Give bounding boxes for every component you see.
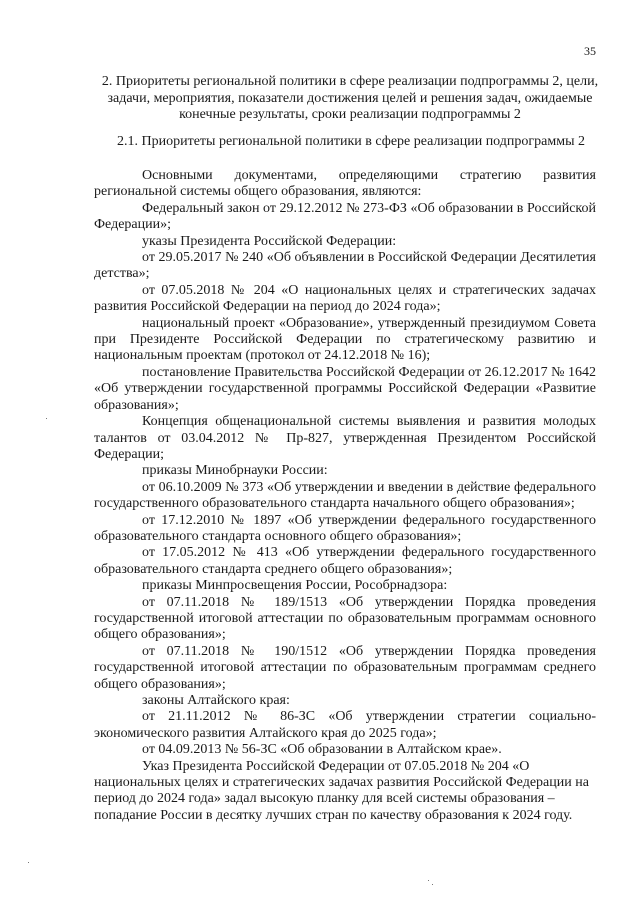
section-heading: 2. Приоритеты региональной политики в сфере реализации подпрограммы 2, цели, задачи, мероприятия, показатели достижения целей и решения задач, ожидаемые конечные результаты, сроки реализации подпрограммы 2	[101, 74, 599, 122]
paragraph: приказы Минобрнауки России:	[142, 463, 328, 479]
page-number: 35	[584, 44, 596, 58]
paragraph: постановление Правительства Российской Федерации от 26.12.2017 № 1642 «Об утверждении государственной программы Российской Федерации «Развитие образования»;	[94, 364, 596, 413]
paragraph: от 04.09.2013 № 56-ЗС «Об образовании в Алтайском крае».	[142, 742, 502, 758]
paragraph: от 17.12.2010 № 1897 «Об утверждении федерального государственного образовательного стандарта основного общего образования»;	[94, 512, 596, 544]
paragraph: от 29.05.2017 № 240 «Об объявлении в Российской Федерации Десятилетия детства»;	[94, 250, 596, 282]
scan-speck	[432, 884, 433, 885]
paragraph: от 06.10.2009 № 373 «Об утверждении и введении в действие федерального государственного образовательного стандарта начального общего образования»;	[94, 479, 596, 512]
paragraph: от 07.11.2018 № 189/1513 «Об утверждении Порядка проведения государственной итоговой аттестации по образовательным программам основного общего образования»;	[94, 594, 596, 643]
paragraph: Концепция общенациональной системы выявления и развития молодых талантов от 03.04.2012 № Пр-827, утвержденная Президентом Российской Федерации;	[94, 414, 596, 462]
document-body	[94, 168, 596, 824]
scan-speck	[428, 880, 429, 881]
scan-speck	[46, 418, 47, 419]
paragraph: приказы Минпросвещения России, Рособрнадзора:	[142, 578, 448, 594]
paragraph: законы Алтайского края:	[142, 693, 290, 708]
paragraph: Основными документами, определяющими стратегию развития региональной системы общего образования, являются:	[94, 168, 596, 200]
paragraph: Указ Президента Российской Федерации от 07.05.2018 № 204 «О национальных целях и стратегических задачах развития Российской Федерации на период до 2024 года» задал высокую планку для всей системы образования – попадание России в десятку лучших стран по качеству образования к 2024 году.	[94, 758, 589, 823]
paragraph: от 17.05.2012 № 413 «Об утверждении федерального государственного образовательного стандарта среднего общего образования»;	[94, 545, 596, 577]
subsection-heading: 2.1. Приоритеты региональной политики в сфере реализации подпрограммы 2	[117, 134, 585, 149]
paragraph: от 21.11.2012 № 86-ЗС «Об утверждении стратегии социально-экономического развития Алтайского края до 2025 года»;	[94, 709, 596, 741]
paragraph: Федеральный закон от 29.12.2012 № 273-ФЗ «Об образовании в Российской Федерации»;	[94, 200, 596, 233]
paragraph: от 07.05.2018 № 204 «О национальных целях и стратегических задачах развития Российской Федерации на период до 2024 года»;	[94, 282, 596, 315]
paragraph: национальный проект «Образование», утвержденный президиумом Совета при Президенте Российской Федерации по стратегическому развитию и национальным проектам (протокол от 24.12.2018 № 16);	[94, 315, 596, 364]
paragraph: от 07.11.2018 № 190/1512 «Об утверждении Порядка проведения государственной итоговой аттестации по образовательным программам среднего общего образования»;	[94, 643, 596, 692]
scan-speck	[28, 862, 29, 863]
paragraph: указы Президента Российской Федерации:	[142, 233, 397, 249]
